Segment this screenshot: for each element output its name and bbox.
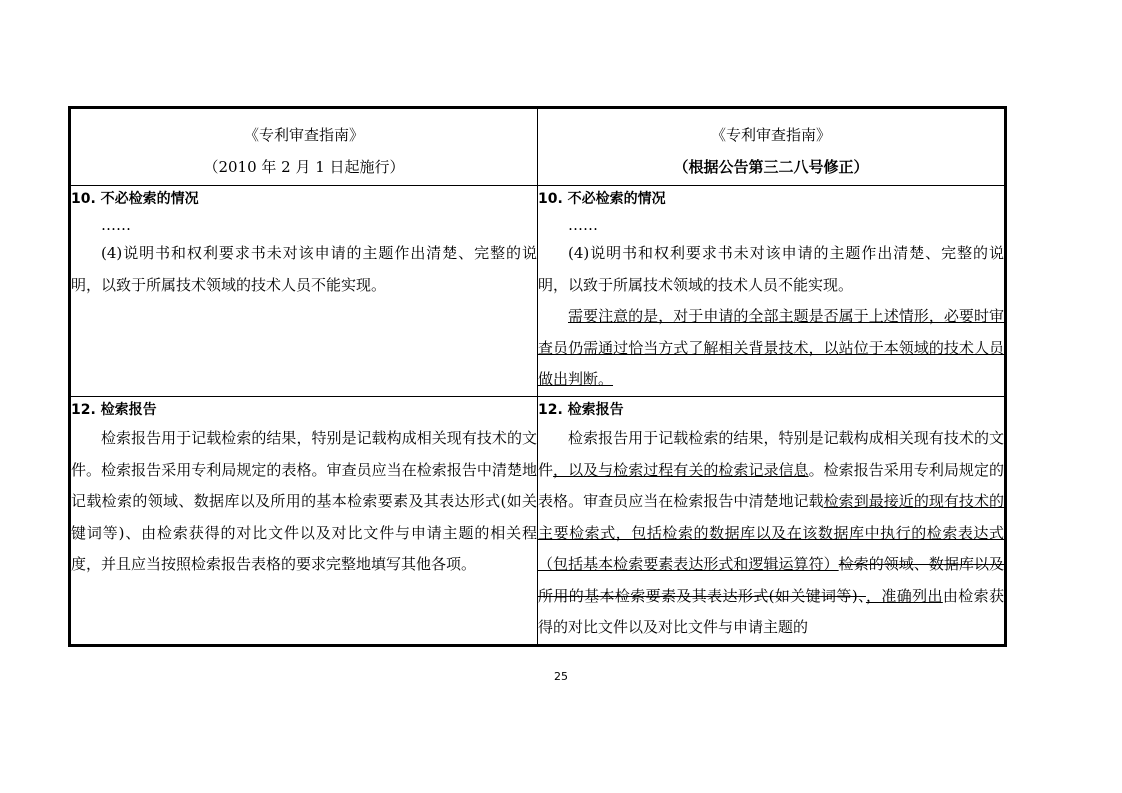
inserted-paragraph: 需要注意的是，对于申请的全部主题是否属于上述情形，必要时审查员仍需通过恰当方式了解相关背景技术，以站位于本领域的技术人员做出判断。: [538, 307, 1004, 388]
inserted-text: 检索到最接近的现有技术的主要检索式，包括检索的数据库以及在该数据库中执行的检索表达式（包括基本检索要素表达形式和逻辑运算符）: [538, 492, 1004, 573]
row-no-search: [70, 186, 1006, 397]
paragraph: [538, 423, 1004, 644]
inserted-text: ，准确列出: [865, 586, 943, 605]
row2-left-cell: [70, 397, 538, 646]
text-segment: 由检索获得的对比文件以及对比文件与申请主题的: [538, 586, 1004, 636]
deleted-text: 检索的领域、数据库以及所用的基本检索要素及其表达形式(如关键词等)、: [538, 555, 1004, 605]
paragraph: (4)说明书和权利要求书未对该申请的主题作出清楚、完整的说明，以致于所属技术领域的技术人员不能实现。: [71, 244, 537, 294]
row1-right-cell: [538, 186, 1006, 397]
section-title: 10. 不必检索的情况: [71, 191, 199, 207]
left-title: 《专利审查指南》: [243, 126, 364, 144]
right-subtitle: （根据公告第三二八号修正）: [673, 158, 869, 176]
paragraph: (4)说明书和权利要求书未对该申请的主题作出清楚、完整的说明，以致于所属技术领域的技术人员不能实现。: [538, 244, 1004, 294]
inserted-text: ，以及与检索过程有关的检索记录信息: [553, 460, 809, 479]
section-title: 10. 不必检索的情况: [538, 191, 666, 207]
paragraph: 检索报告用于记载检索的结果，特别是记载构成相关现有技术的文件。检索报告采用专利局规定的表格。审查员应当在检索报告中清楚地记载检索的领域、数据库以及所用的基本检索要素及其表达形式(如关键词等)、由检索获得的对比文件以及对比文件与申请主题的相关程度，并且应当按照检索报告表格的要求完整地填写其他各项。: [71, 429, 537, 573]
row2-right-cell: [538, 397, 1006, 646]
ellipsis: ……: [568, 216, 598, 234]
comparison-table: [68, 106, 1007, 647]
row1-left-cell: [70, 186, 538, 397]
header-row: [70, 108, 1006, 186]
page-number: 25: [554, 670, 568, 683]
section-title: 12. 检索报告: [71, 402, 157, 418]
header-right: [538, 108, 1006, 186]
left-subtitle: （2010 年 2 月 1 日起施行）: [203, 158, 405, 176]
section-title: 12. 检索报告: [538, 402, 624, 418]
text-segment: 检索报告用于记载检索的结果，特别是记载构成相关现有技术的文件: [538, 429, 1004, 479]
header-left: [70, 108, 538, 186]
row-search-report: [70, 397, 1006, 646]
ellipsis: ……: [101, 216, 131, 234]
text-segment: 。检索报告采用专利局规定的表格。审查员应当在检索报告中清楚地记载: [538, 460, 1004, 510]
right-title: 《专利审查指南》: [710, 126, 831, 144]
